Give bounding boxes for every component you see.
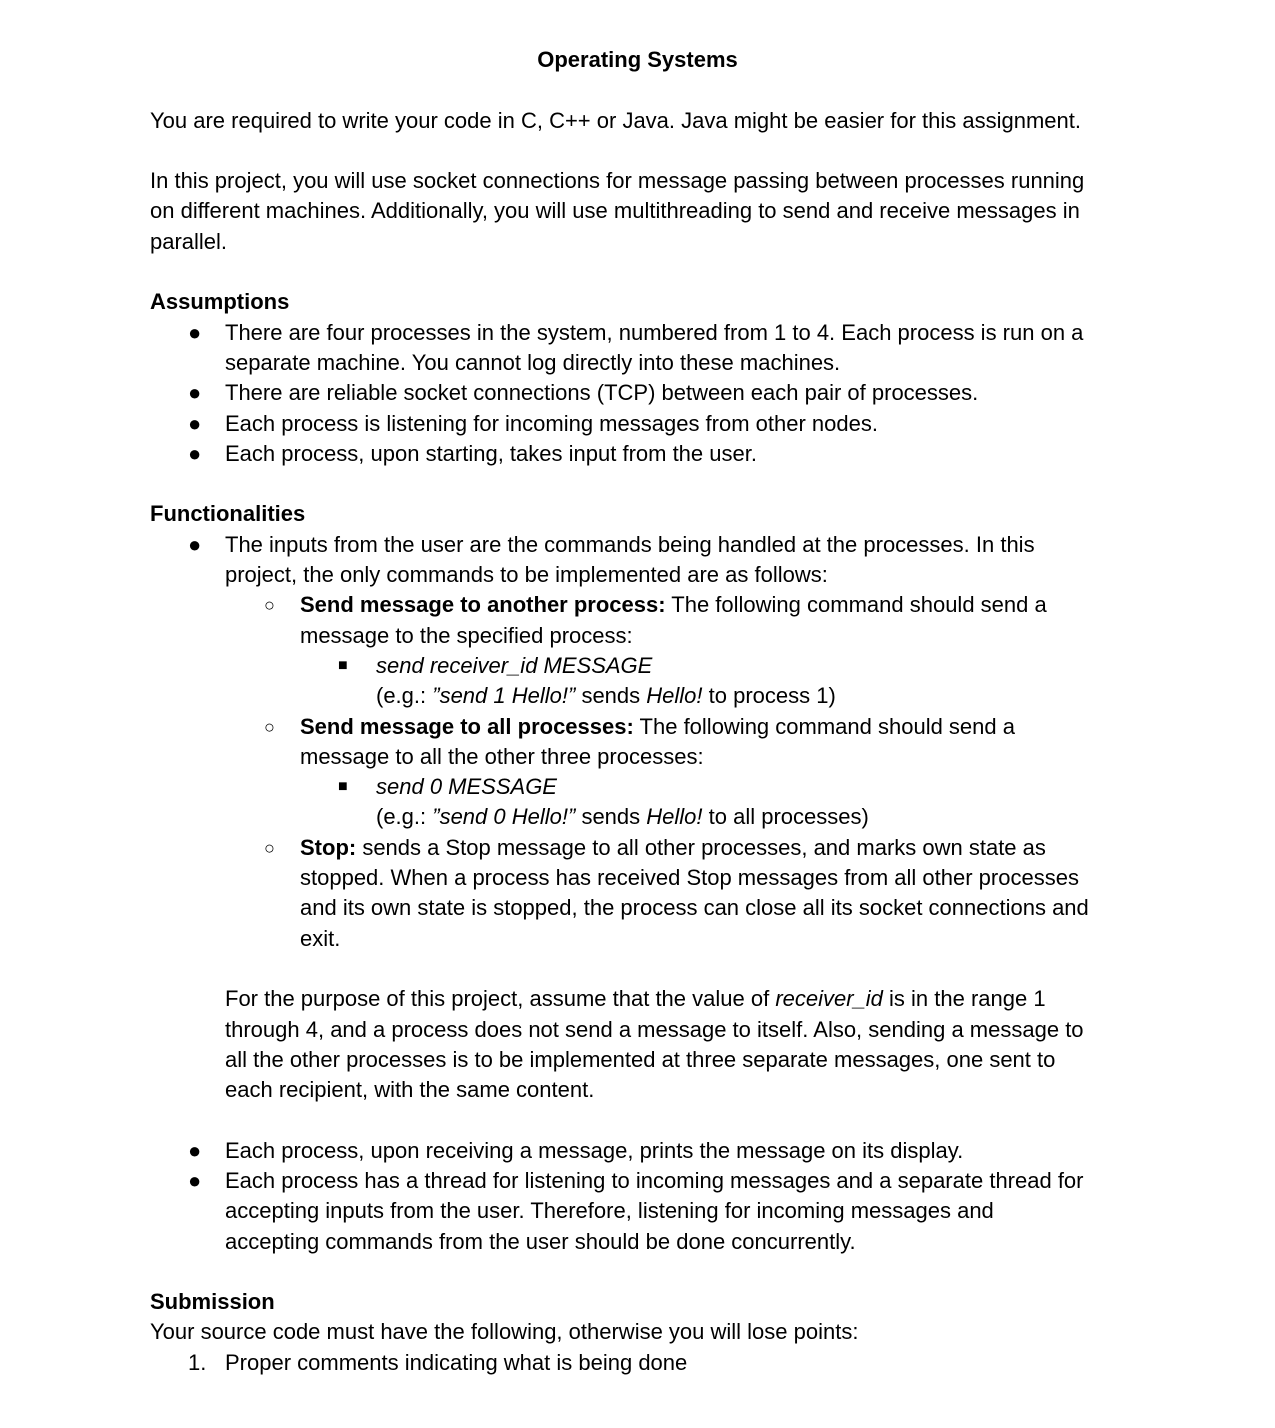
bullet-icon: ● [188,410,202,436]
overview-line: parallel. [150,228,228,254]
sub-item-stop: ○ Stop: sends a Stop message to all other processes, and marks own state as [150,833,1150,863]
functionalities-heading: Functionalities [150,501,306,527]
overview-line: In this project, you will use socket connections for message passing between processes running [150,168,1085,194]
bullet-icon: ● [188,380,202,406]
sub-item-continued: and its own state is stopped, the process can close all its socket connections and [300,895,1089,921]
bullet-icon: ● [188,531,202,557]
bullet-icon: ● [188,1167,202,1193]
command-syntax: ■ send receiver_id MESSAGE [150,651,1150,681]
numbered-item: 1. Proper comments indicating what is being done [150,1348,1150,1378]
assumptions-heading: Assumptions [150,289,290,315]
note-line: all the other processes is to be implemented at three separate messages, one sent to [225,1046,1056,1072]
sub-item-continued: stopped. When a process has received Stop messages from all other processes [300,865,1079,891]
list-item-continued: project, the only commands to be implemented are as follows: [225,562,828,588]
list-item: ● The inputs from the user are the commands being handled at the processes. In this [150,530,1150,560]
list-item: ● Each process has a thread for listening to incoming messages and a separate thread for [150,1166,1150,1196]
square-bullet-icon: ■ [338,778,348,796]
list-item: ● Each process, upon starting, takes input from the user. [150,439,1150,469]
circle-bullet-icon: ○ [264,837,275,858]
overview-line: on different machines. Additionally, you will use multithreading to send and receive messages in [150,198,1080,224]
note-line: For the purpose of this project, assume that the value of receiver_id is in the range 1 [225,986,1046,1012]
list-item: ● Each process, upon receiving a message, prints the message on its display. [150,1136,1150,1166]
sub-item-continued: exit. [300,925,341,951]
bullet-icon: ● [188,1137,202,1163]
list-item: ● Each process is listening for incoming messages from other nodes. [150,409,1150,439]
list-item-continued: accepting inputs from the user. Therefore, listening for incoming messages and [225,1198,994,1224]
sub-item-send-one: ○ Send message to another process: The following command should send a [150,590,1150,620]
circle-bullet-icon: ○ [264,716,275,737]
item-number: 1. [188,1349,207,1375]
bullet-icon: ● [188,440,202,466]
square-bullet-icon: ■ [338,656,348,674]
circle-bullet-icon: ○ [264,595,275,616]
list-item-continued: separate machine. You cannot log directly into these machines. [225,349,841,375]
sub-item-continued: message to all the other three processes: [300,743,704,769]
intro-text: You are required to write your code in C, C++ or Java. Java might be easier for this assignment. [150,107,1081,133]
sub-item-send-all: ○ Send message to all processes: The following command should send a [150,712,1150,742]
note-line: each recipient, with the same content. [225,1077,595,1103]
submission-intro: Your source code must have the following, otherwise you will lose points: [150,1319,859,1345]
submission-heading: Submission [150,1289,275,1315]
command-example: (e.g.: ”send 1 Hello!” sends Hello! to process 1) [376,683,836,709]
document-title: Operating Systems [537,47,738,72]
list-item: ● There are reliable socket connections (TCP) between each pair of processes. [150,378,1150,408]
bullet-icon: ● [188,319,202,345]
command-example: (e.g.: ”send 0 Hello!” sends Hello! to all processes) [376,804,869,830]
command-syntax: ■ send 0 MESSAGE [150,772,1150,802]
list-item-continued: accepting commands from the user should be done concurrently. [225,1228,856,1254]
list-item: ● There are four processes in the system, numbered from 1 to 4. Each process is run on a [150,318,1150,348]
note-line: through 4, and a process does not send a message to itself. Also, sending a message to [225,1016,1084,1042]
document-page [150,45,1150,1378]
sub-item-continued: message to the specified process: [300,622,633,648]
